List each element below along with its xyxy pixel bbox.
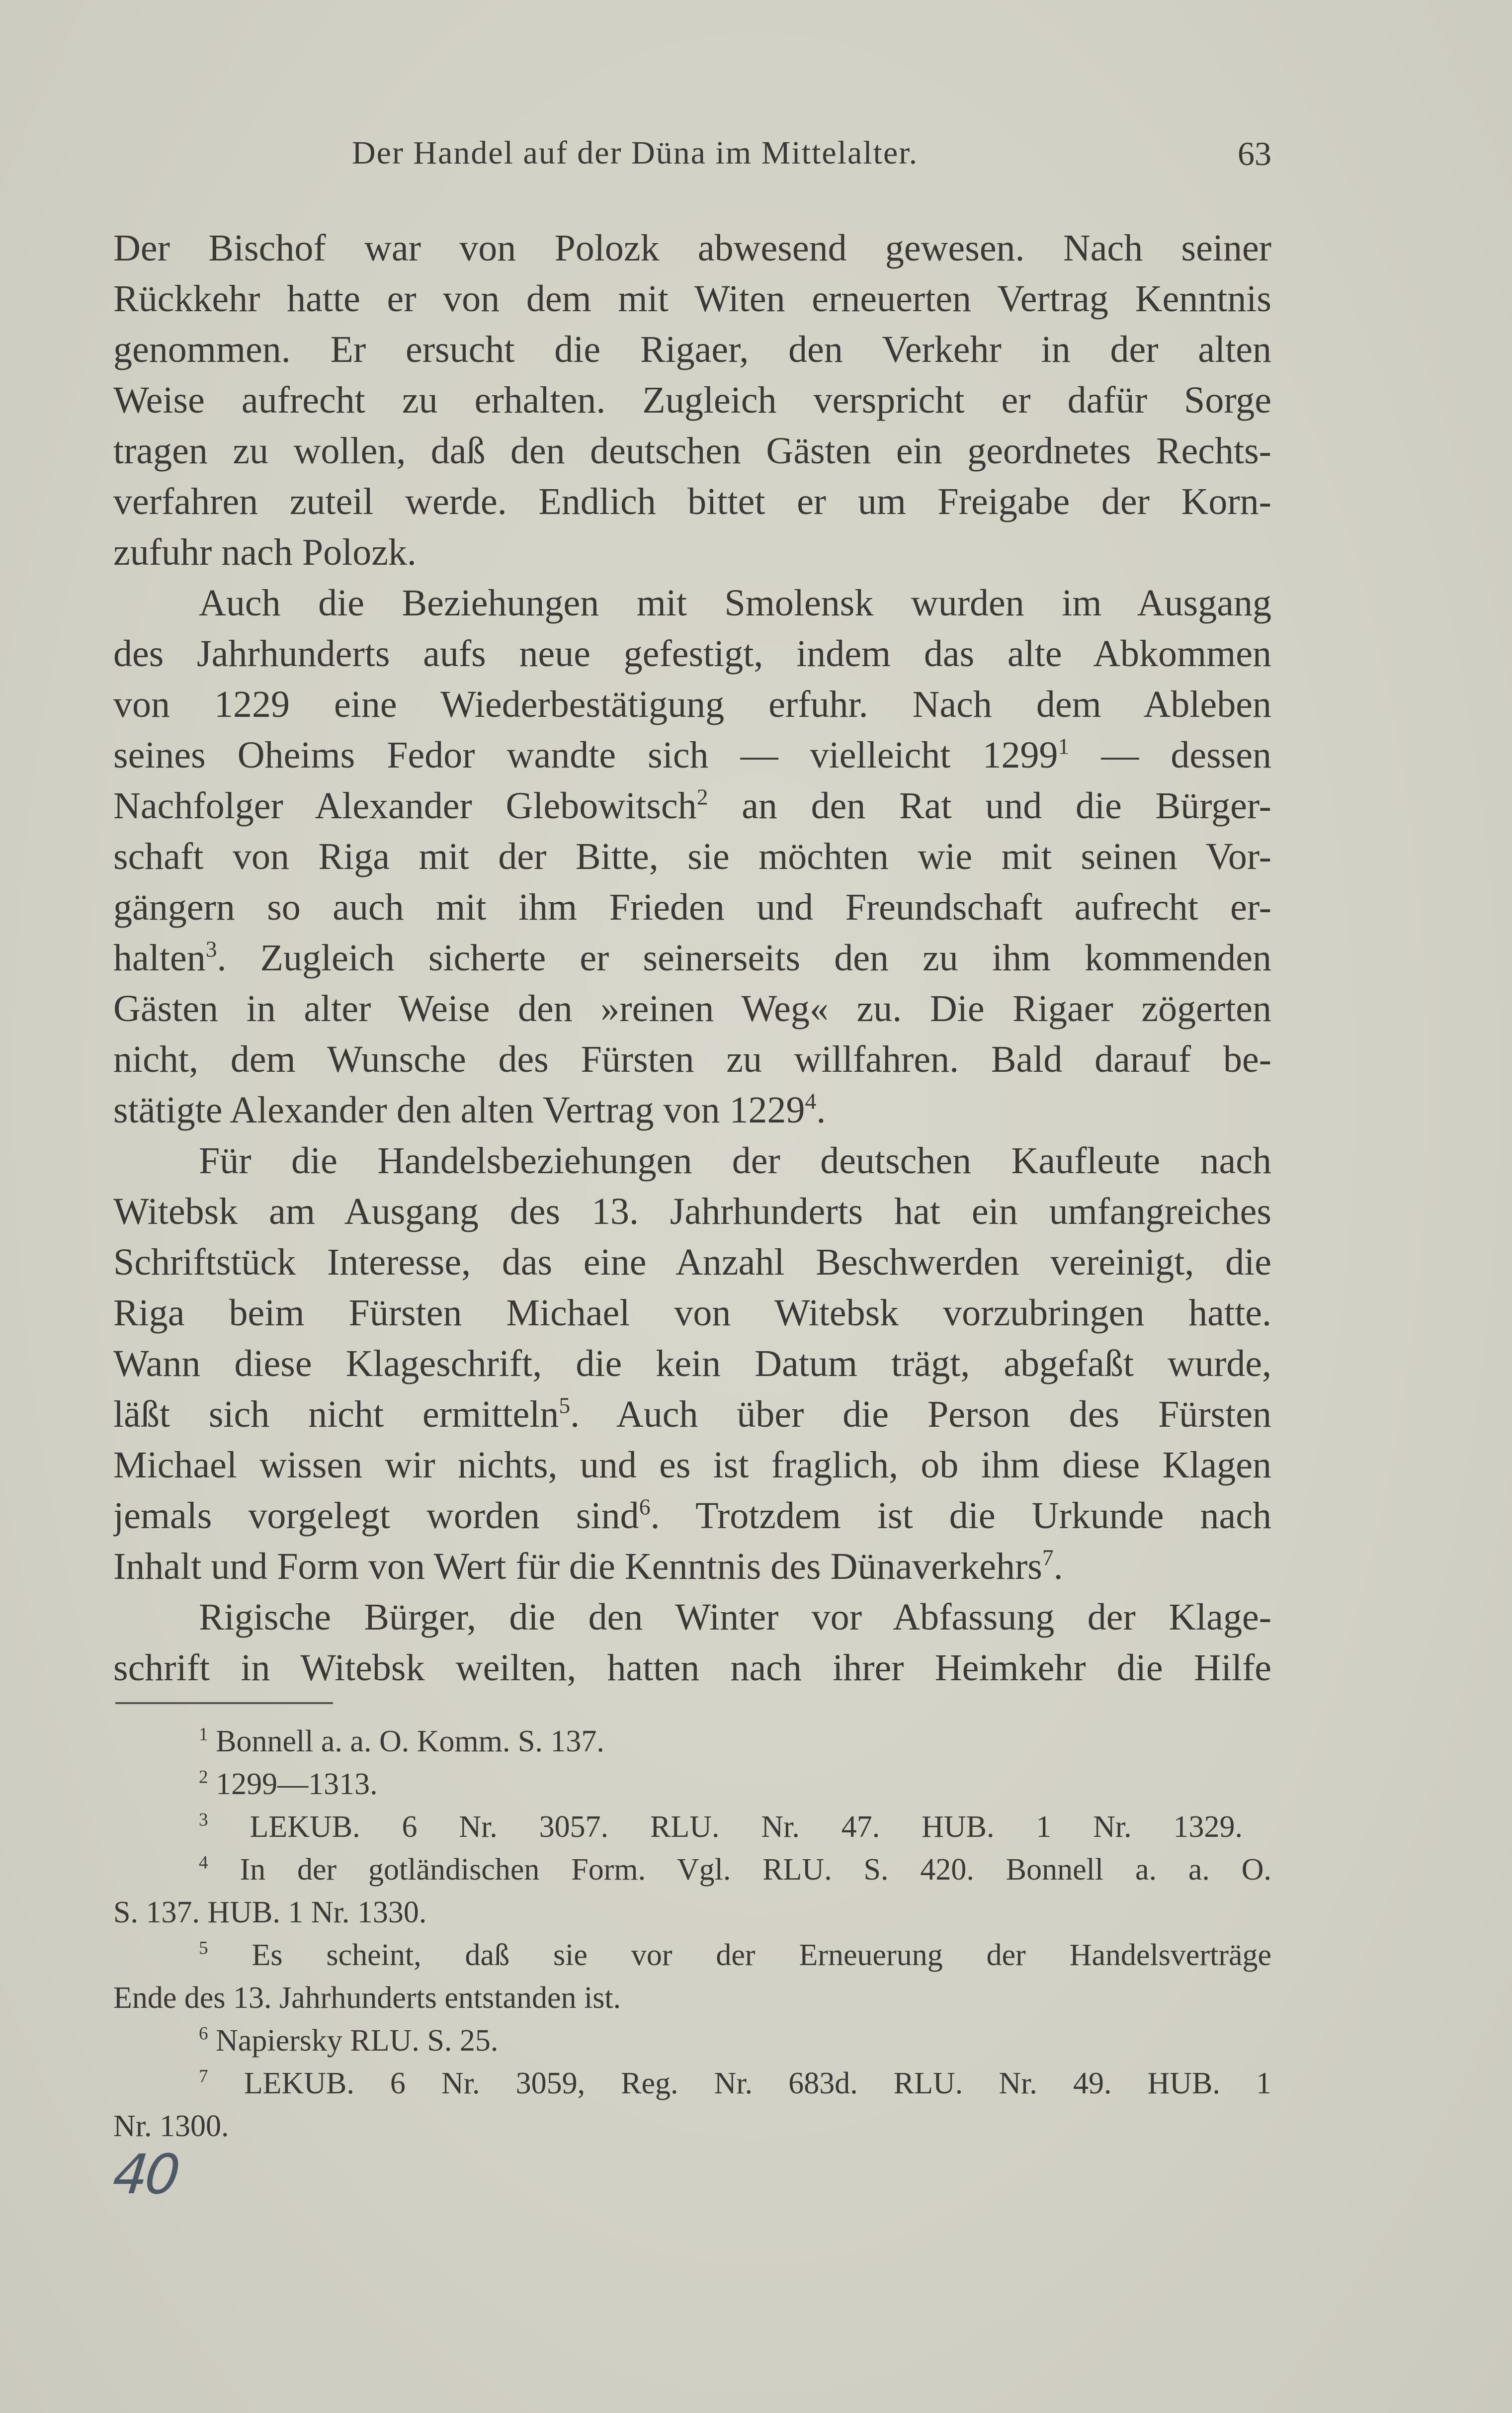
footnote-mark: 5 — [199, 1938, 208, 1959]
text-segment: Inhalt und Form von Wert für die Kenntnis des Dünaverkehrs — [113, 1546, 1042, 1587]
footnote — [113, 1934, 1271, 1977]
footnote-mark: 4 — [199, 1852, 208, 1873]
text-segment: stätigte Alexander den alten Vertrag von 1229 — [113, 1089, 805, 1131]
footnote-continuation: Nr. 1300. — [113, 2109, 229, 2143]
footnote-text: Bonnell a. a. O. Komm. S. 137. — [216, 1724, 604, 1758]
text-line — [113, 1389, 1271, 1440]
text-segment: . Auch über die Person des Fürsten — [570, 1393, 1271, 1435]
text-line: genommen. Er ersucht die Rigaer, den Verkehr in der alten — [113, 329, 1271, 370]
text-line: des Jahrhunderts aufs neue gefestigt, indem das alte Abkommen — [113, 633, 1271, 675]
text-line: Rückkehr hatte er von dem mit Witen erneuerten Vertrag Kenntnis — [113, 278, 1271, 320]
footnote-reference: 4 — [805, 1088, 817, 1114]
text-line — [113, 730, 1271, 780]
footnote-continuation: S. 137. HUB. 1 Nr. 1330. — [113, 1896, 427, 1929]
footnote-reference: 5 — [559, 1392, 571, 1418]
footnote-reference: 3 — [205, 936, 217, 962]
footnote-text: LEKUB. 6 Nr. 3059, Reg. Nr. 683d. RLU. Nr. 49. HUB. 1 — [244, 2067, 1271, 2100]
text-line: Michael wissen wir nichts, und es ist fraglich, ob ihm diese Klagen — [113, 1444, 1271, 1486]
footnote-mark: 2 — [199, 1767, 208, 1788]
footnote-text: Napiersky RLU. S. 25. — [216, 2024, 499, 2058]
text-line: Der Bischof war von Polozk abwesend gewesen. Nach seiner — [113, 227, 1271, 269]
footnote-mark: 3 — [199, 1810, 208, 1830]
footnote — [113, 1806, 1243, 1848]
footnote — [113, 2062, 1271, 2105]
text-segment: — dessen — [1101, 734, 1271, 776]
footnote-text: 1299—1313. — [216, 1767, 378, 1801]
text-segment: seines Oheims Fedor wandte sich — vielleicht 1299 — [113, 734, 1058, 776]
text-line — [113, 1085, 1271, 1135]
text-line: Witebsk am Ausgang des 13. Jahrhunderts hat ein umfangreiches — [113, 1191, 1271, 1232]
text-line — [113, 1541, 1271, 1592]
footnote-mark: 1 — [199, 1724, 208, 1745]
footnote — [113, 1763, 1271, 1806]
footnote — [113, 1848, 1271, 1891]
text-line: schaft von Riga mit der Bitte, sie möchten wie mit seinen Vor- — [113, 836, 1271, 877]
footnote-reference: 1 — [1058, 733, 1070, 759]
text-segment: an den Rat und die Bürger- — [742, 785, 1271, 827]
footnote — [113, 2019, 1271, 2062]
text-line: zufuhr nach Polozk. — [113, 531, 417, 573]
text-line: schrift in Witebsk weilten, hatten nach ihrer Heimkehr die Hilfe — [113, 1647, 1271, 1689]
text-segment: . — [816, 1089, 826, 1131]
text-line — [113, 1490, 1271, 1541]
footnote-text: Es scheint, daß sie vor der Erneuerung der Handelsverträge — [252, 1938, 1271, 1972]
text-line: Wann diese Klageschrift, die kein Datum trägt, abgefaßt wurde, — [113, 1343, 1271, 1384]
text-segment: . Trotzdem ist die Urkunde nach — [650, 1495, 1271, 1537]
running-title: Der Handel auf der Düna im Mittelalter. — [352, 135, 919, 171]
text-line: Gästen in alter Weise den »reinen Weg« zu. Die Rigaer zögerten — [113, 988, 1271, 1030]
text-segment: . — [1053, 1546, 1063, 1587]
footnote-continuation: Ende des 13. Jahrhunderts entstanden ist. — [113, 1981, 621, 2015]
pencil-annotation: 40 — [110, 2143, 180, 2206]
text-line — [113, 933, 1271, 983]
page-number: 63 — [1238, 135, 1271, 172]
text-line: Für die Handelsbeziehungen der deutschen Kaufleute nach — [199, 1140, 1271, 1182]
text-line: nicht, dem Wunsche des Fürsten zu willfahren. Bald darauf be- — [113, 1038, 1271, 1080]
footnotes — [113, 1720, 1271, 2148]
footnote-mark: 7 — [199, 2066, 208, 2087]
main-text — [113, 223, 1271, 1693]
footnote — [113, 1720, 1271, 1763]
page-header — [113, 134, 1271, 184]
text-segment: halten — [113, 937, 206, 979]
text-line: gängern so auch mit ihm Frieden und Freundschaft aufrecht er- — [113, 886, 1271, 928]
footnote-reference: 6 — [639, 1494, 651, 1520]
footnote-separator — [115, 1702, 333, 1704]
text-line: verfahren zuteil werde. Endlich bittet er um Freigabe der Korn- — [113, 481, 1271, 522]
footnote-text: In der gotländischen Form. Vgl. RLU. S. 420. Bonnell a. a. O. — [240, 1853, 1271, 1887]
text-line: Schriftstück Interesse, das eine Anzahl Beschwerden vereinigt, die — [113, 1241, 1271, 1283]
text-line: Weise aufrecht zu erhalten. Zugleich verspricht er dafür Sorge — [113, 379, 1271, 421]
text-segment: läßt sich nicht ermitteln — [113, 1393, 559, 1435]
text-segment: . Zugleich sicherte er seinerseits den zu ihm kommenden — [217, 937, 1271, 979]
text-line: Auch die Beziehungen mit Smolensk wurden im Ausgang — [199, 582, 1271, 624]
text-line: tragen zu wollen, daß den deutschen Gästen ein geordnetes Rechts- — [113, 430, 1271, 472]
text-line: von 1229 eine Wiederbestätigung erfuhr. Nach dem Ableben — [113, 684, 1271, 725]
text-line — [113, 780, 1271, 831]
footnote-mark: 6 — [199, 2023, 208, 2044]
text-line: Rigische Bürger, die den Winter vor Abfassung der Klage- — [199, 1596, 1271, 1638]
footnote-reference: 2 — [696, 784, 708, 810]
text-line: Riga beim Fürsten Michael von Witebsk vorzubringen hatte. — [113, 1292, 1271, 1334]
text-segment: Nachfolger Alexander Glebowitsch — [113, 785, 697, 827]
footnote-text: LEKUB. 6 Nr. 3057. RLU. Nr. 47. HUB. 1 Nr. 1329. — [250, 1810, 1243, 1844]
text-segment: jemals vorgelegt worden sind — [113, 1495, 639, 1537]
footnote-reference: 7 — [1042, 1545, 1054, 1570]
